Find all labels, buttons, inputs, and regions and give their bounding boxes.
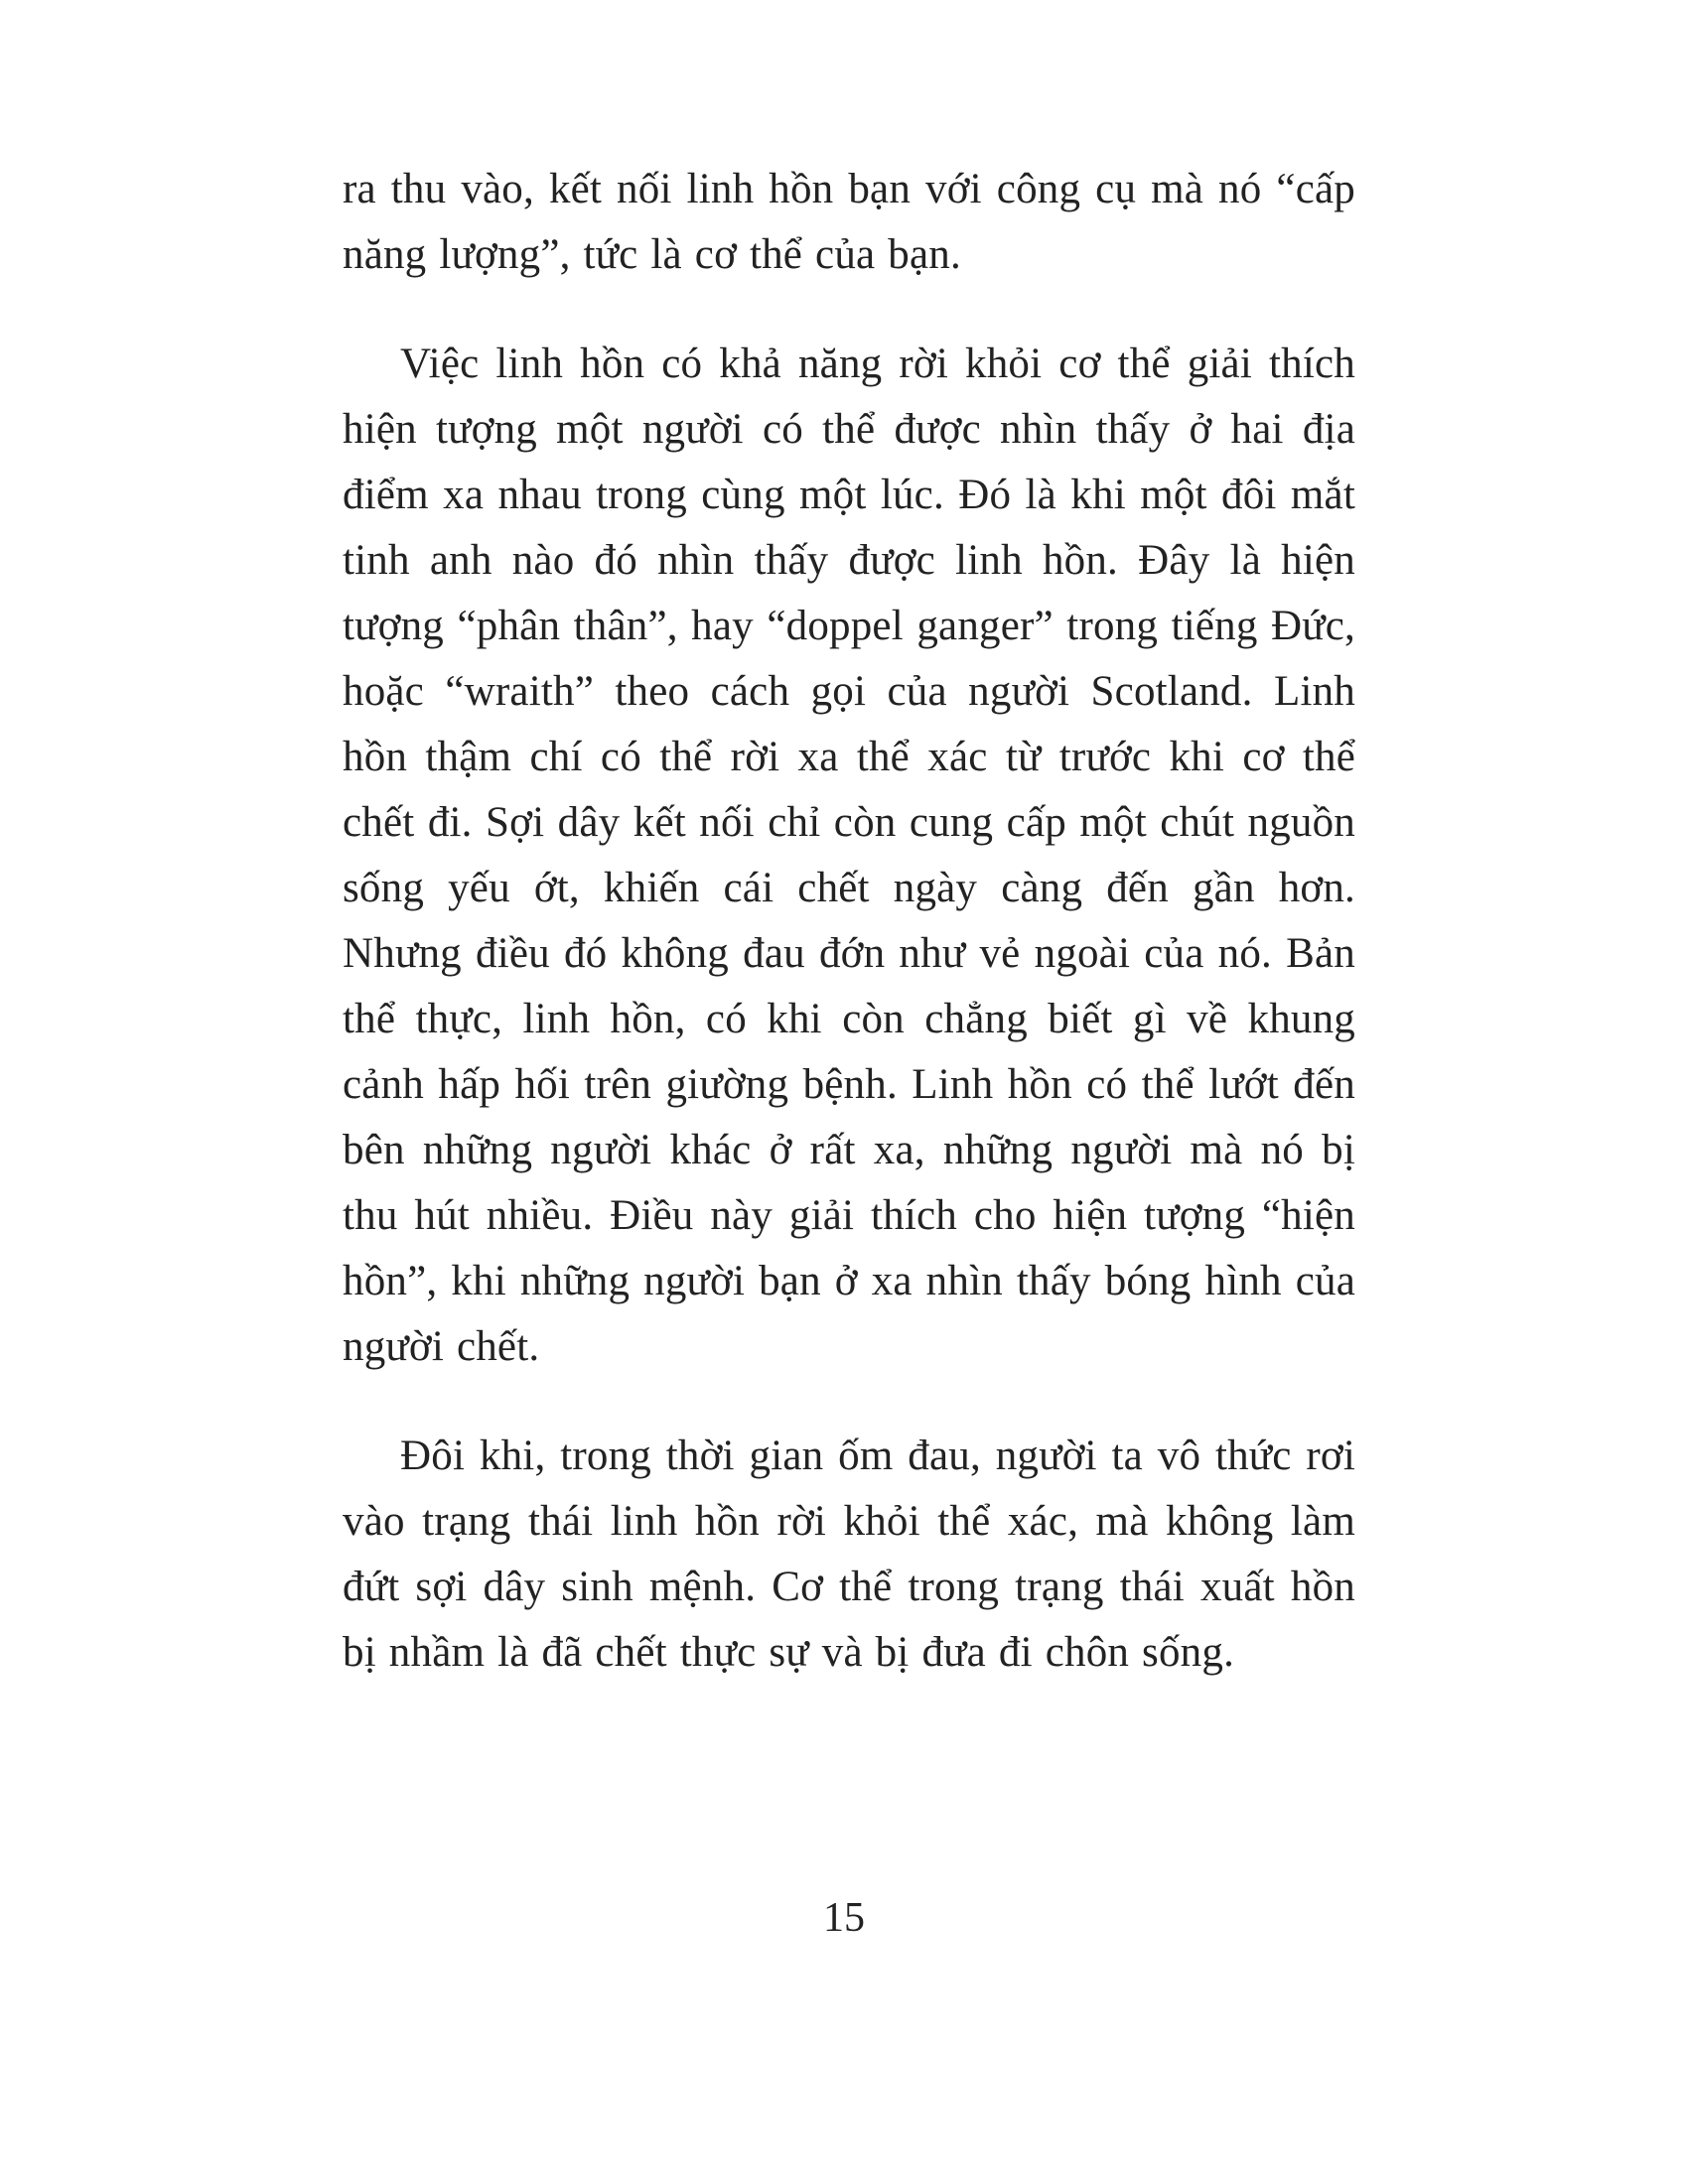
paragraph: Việc linh hồn có khả năng rời khỏi cơ thể giải thích hiện tượng một người có thể được nhìn thấy ở hai địa điểm xa nhau trong cùng một lúc. Đó là khi một đôi mắt tinh anh nào đó nhìn thấy được linh hồn. Đây là hiện tượng “phân thân”, hay “doppel ganger” trong tiếng Đức, hoặc “wraith” theo cách gọi của người Scotland. Linh hồn thậm chí có thể rời xa thể xác từ trước khi cơ thể chết đi. Sợi dây kết nối chỉ còn cung cấp một chút nguồn sống yếu ớt, khiến cái chết ngày càng đến gần hơn. Nhưng điều đó không đau đớn như vẻ ngoài của nó. Bản thể thực, linh hồn, có khi còn chẳng biết gì về khung cảnh hấp hối trên giường bệnh. Linh hồn có thể lướt đến bên những người khác ở rất xa, những người mà nó bị thu hút nhiều. Điều này giải thích cho hiện tượng “hiện hồn”, khi những người bạn ở xa nhìn thấy bóng hình của người chết. [343,341,1355,1370]
paragraph: Đôi khi, trong thời gian ốm đau, người ta vô thức rơi vào trạng thái linh hồn rời khỏi thể xác, mà không làm đứt sợi dây sinh mệnh. Cơ thể trong trạng thái xuất hồn bị nhầm là đã chết thực sự và bị đưa đi chôn sống. [343,1433,1355,1676]
text-block [343,157,1355,1686]
paragraph-continuation: ra thu vào, kết nối linh hồn bạn với công cụ mà nó “cấp năng lượng”, tức là cơ thể của bạn. [343,166,1355,278]
page-number: 15 [823,1895,865,1941]
